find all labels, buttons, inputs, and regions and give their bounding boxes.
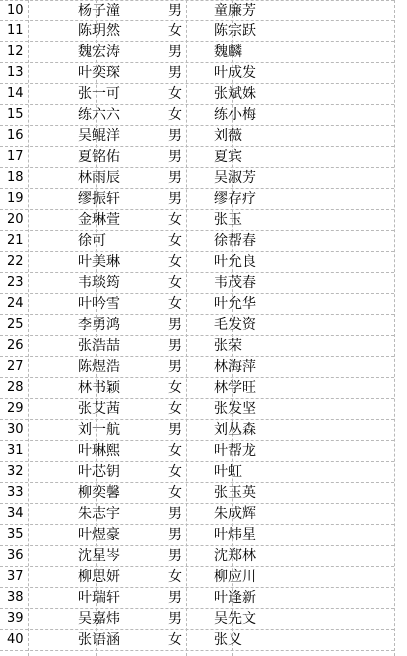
row-number-cell[interactable]: 20 <box>7 212 24 227</box>
guardian-name-cell[interactable]: 陈宗跃 <box>214 23 256 39</box>
table-row <box>0 0 394 21</box>
student-name-cell[interactable]: 张一可 <box>78 86 120 102</box>
table-row <box>0 609 394 630</box>
row-number-cell[interactable]: 27 <box>7 359 24 374</box>
row-number-cell[interactable]: 23 <box>7 275 24 290</box>
row-number-cell[interactable]: 14 <box>7 86 24 101</box>
student-name-cell[interactable]: 叶芯钥 <box>78 464 120 480</box>
gender-cell[interactable]: 男 <box>168 359 182 375</box>
table-row <box>0 399 394 420</box>
row-number-cell[interactable]: 10 <box>7 3 24 18</box>
student-name-cell[interactable]: 吴鲲洋 <box>78 128 120 144</box>
gender-cell[interactable]: 男 <box>168 191 182 207</box>
guardian-name-cell[interactable]: 叶虹 <box>214 464 242 480</box>
student-name-cell[interactable]: 叶吟雪 <box>78 296 120 312</box>
row-number-cell[interactable]: 22 <box>7 254 24 269</box>
student-name-cell[interactable]: 张浩喆 <box>78 338 120 354</box>
guardian-name-cell[interactable]: 柳应川 <box>214 569 256 585</box>
gender-cell[interactable]: 男 <box>168 65 182 81</box>
guardian-name-cell[interactable]: 刘丛森 <box>214 422 256 438</box>
gender-cell[interactable]: 女 <box>168 569 182 585</box>
row-number-cell[interactable]: 16 <box>7 128 24 143</box>
guardian-name-cell[interactable]: 沈郑林 <box>214 548 256 564</box>
student-name-cell[interactable]: 叶瑞轩 <box>78 590 120 606</box>
row-number-cell[interactable]: 25 <box>7 317 24 332</box>
guardian-name-cell[interactable]: 吴先文 <box>214 611 256 627</box>
table-row <box>0 189 394 210</box>
gender-cell[interactable]: 男 <box>168 44 182 60</box>
row-number-cell[interactable]: 18 <box>7 170 24 185</box>
guardian-name-cell[interactable]: 夏宾 <box>214 149 242 165</box>
gender-cell[interactable]: 女 <box>168 254 182 270</box>
student-name-cell[interactable]: 吴嘉炜 <box>78 611 120 627</box>
table-row <box>0 462 394 483</box>
gender-cell[interactable]: 男 <box>168 338 182 354</box>
gender-cell[interactable]: 女 <box>168 233 182 249</box>
table-row <box>0 231 394 252</box>
row-number-cell[interactable]: 28 <box>7 380 24 395</box>
guardian-name-cell[interactable]: 叶逢新 <box>214 590 256 606</box>
row-number-cell[interactable]: 17 <box>7 149 24 164</box>
student-name-cell[interactable]: 叶美琳 <box>78 254 120 270</box>
student-name-cell[interactable]: 缪振轩 <box>78 191 120 207</box>
guardian-name-cell[interactable]: 徐帮春 <box>214 233 256 249</box>
row-number-cell[interactable]: 12 <box>7 44 24 59</box>
guardian-name-cell[interactable]: 练小梅 <box>214 107 256 123</box>
student-name-cell[interactable]: 沈星岑 <box>78 548 120 564</box>
row-number-cell[interactable]: 30 <box>7 422 24 437</box>
student-name-cell[interactable]: 叶奕琛 <box>78 65 120 81</box>
row-number-cell[interactable]: 11 <box>7 23 24 38</box>
table-row <box>0 315 394 336</box>
gender-cell[interactable]: 男 <box>168 611 182 627</box>
gender-cell[interactable]: 男 <box>168 527 182 543</box>
row-number-cell[interactable]: 13 <box>7 65 24 80</box>
row-number-cell[interactable]: 29 <box>7 401 24 416</box>
gender-cell[interactable]: 女 <box>168 632 182 648</box>
gender-cell[interactable]: 男 <box>168 128 182 144</box>
student-name-cell[interactable]: 魏宏涛 <box>78 44 120 60</box>
table-row <box>0 273 394 294</box>
table-row <box>0 84 394 105</box>
gender-cell[interactable]: 女 <box>168 23 182 39</box>
student-name-cell[interactable]: 刘一航 <box>78 422 120 438</box>
guardian-name-cell[interactable]: 叶帮龙 <box>214 443 256 459</box>
table-row <box>0 294 394 315</box>
guardian-name-cell[interactable]: 张玉英 <box>214 485 256 501</box>
guardian-name-cell[interactable]: 刘薇 <box>214 128 242 144</box>
table-row <box>0 126 394 147</box>
gender-cell[interactable]: 女 <box>168 443 182 459</box>
row-number-cell[interactable]: 24 <box>7 296 24 311</box>
row-number-cell[interactable]: 32 <box>7 464 24 479</box>
table-row <box>0 147 394 168</box>
guardian-name-cell[interactable]: 张发坚 <box>214 401 256 417</box>
guardian-name-cell[interactable]: 朱成辉 <box>214 506 256 522</box>
student-name-cell[interactable]: 叶煜豪 <box>78 527 120 543</box>
row-number-cell[interactable]: 35 <box>7 527 24 542</box>
student-name-cell[interactable]: 夏铭佑 <box>78 149 120 165</box>
student-name-cell[interactable]: 练六六 <box>78 107 120 123</box>
guardian-name-cell[interactable]: 吴淑芳 <box>214 170 256 186</box>
row-number-cell[interactable]: 19 <box>7 191 24 206</box>
student-name-cell[interactable]: 张语涵 <box>78 632 120 648</box>
guardian-name-cell[interactable]: 韦茂春 <box>214 275 256 291</box>
gender-cell[interactable]: 女 <box>168 380 182 396</box>
table-row <box>0 567 394 588</box>
table-row <box>0 336 394 357</box>
student-name-cell[interactable]: 金琳萱 <box>78 212 120 228</box>
table-row <box>0 483 394 504</box>
row-number-cell[interactable]: 39 <box>7 611 24 626</box>
gender-cell[interactable]: 女 <box>168 86 182 102</box>
gender-cell[interactable]: 女 <box>168 485 182 501</box>
guardian-name-cell[interactable]: 童廉芳 <box>214 3 256 19</box>
guardian-name-cell[interactable]: 张玉 <box>214 212 242 228</box>
table-row <box>0 378 394 399</box>
gender-cell[interactable]: 男 <box>168 170 182 186</box>
table-row <box>0 63 394 84</box>
gender-cell[interactable]: 男 <box>168 506 182 522</box>
row-number-cell[interactable]: 31 <box>7 443 24 458</box>
column-divider <box>394 0 395 656</box>
student-name-cell[interactable]: 朱志宇 <box>78 506 120 522</box>
gender-cell[interactable]: 女 <box>168 401 182 417</box>
gender-cell[interactable]: 女 <box>168 107 182 123</box>
guardian-name-cell[interactable]: 张义 <box>214 632 242 648</box>
student-name-cell[interactable]: 李勇鸿 <box>78 317 120 333</box>
guardian-name-cell[interactable]: 林学旺 <box>214 380 256 396</box>
table-row <box>0 210 394 231</box>
table-row <box>0 42 394 63</box>
guardian-name-cell[interactable]: 张斌姝 <box>214 86 256 102</box>
gender-cell[interactable]: 男 <box>168 149 182 165</box>
row-number-cell[interactable]: 40 <box>7 632 24 647</box>
table-row <box>0 441 394 462</box>
gender-cell[interactable]: 男 <box>168 548 182 564</box>
gender-cell[interactable]: 女 <box>168 275 182 291</box>
guardian-name-cell[interactable]: 叶允华 <box>214 296 256 312</box>
guardian-name-cell[interactable]: 叶允良 <box>214 254 256 270</box>
student-name-cell[interactable]: 叶琳熙 <box>78 443 120 459</box>
table-row <box>0 546 394 567</box>
guardian-name-cell[interactable]: 叶成发 <box>214 65 256 81</box>
gender-cell[interactable]: 女 <box>168 212 182 228</box>
guardian-name-cell[interactable]: 缪存疗 <box>214 191 256 207</box>
guardian-name-cell[interactable]: 张荣 <box>214 338 242 354</box>
table-row <box>0 21 394 42</box>
table-row <box>0 420 394 441</box>
student-name-cell[interactable]: 徐可 <box>78 233 106 249</box>
row-number-cell[interactable]: 36 <box>7 548 24 563</box>
gender-cell[interactable]: 女 <box>168 296 182 312</box>
guardian-name-cell[interactable]: 叶炜星 <box>214 527 256 543</box>
student-name-cell[interactable]: 柳思妍 <box>78 569 120 585</box>
gender-cell[interactable]: 男 <box>168 422 182 438</box>
table-row <box>0 168 394 189</box>
student-name-cell[interactable]: 杨子潼 <box>78 3 120 19</box>
student-name-cell[interactable]: 陈玥然 <box>78 23 120 39</box>
gender-cell[interactable]: 男 <box>168 317 182 333</box>
table-row <box>0 588 394 609</box>
table-row <box>0 105 394 126</box>
student-name-cell[interactable]: 林书颖 <box>78 380 120 396</box>
table-row <box>0 630 394 651</box>
student-name-cell[interactable]: 韦琰筠 <box>78 275 120 291</box>
guardian-name-cell[interactable]: 林海萍 <box>214 359 256 375</box>
row-number-cell[interactable]: 38 <box>7 590 24 605</box>
student-name-cell[interactable]: 陈煜浩 <box>78 359 120 375</box>
guardian-name-cell[interactable]: 毛发资 <box>214 317 256 333</box>
gender-cell[interactable]: 女 <box>168 464 182 480</box>
table-row <box>0 357 394 378</box>
table-row <box>0 525 394 546</box>
student-name-cell[interactable]: 张艾茜 <box>78 401 120 417</box>
guardian-name-cell[interactable]: 魏麟 <box>214 44 242 60</box>
row-number-cell[interactable]: 33 <box>7 485 24 500</box>
table-row <box>0 252 394 273</box>
student-name-cell[interactable]: 林雨辰 <box>78 170 120 186</box>
gender-cell[interactable]: 男 <box>168 590 182 606</box>
row-number-cell[interactable]: 26 <box>7 338 24 353</box>
row-number-cell[interactable]: 37 <box>7 569 24 584</box>
gender-cell[interactable]: 男 <box>168 3 182 19</box>
table-row <box>0 504 394 525</box>
row-number-cell[interactable]: 21 <box>7 233 24 248</box>
row-number-cell[interactable]: 34 <box>7 506 24 521</box>
row-number-cell[interactable]: 15 <box>7 107 24 122</box>
student-name-cell[interactable]: 柳奕馨 <box>78 485 120 501</box>
